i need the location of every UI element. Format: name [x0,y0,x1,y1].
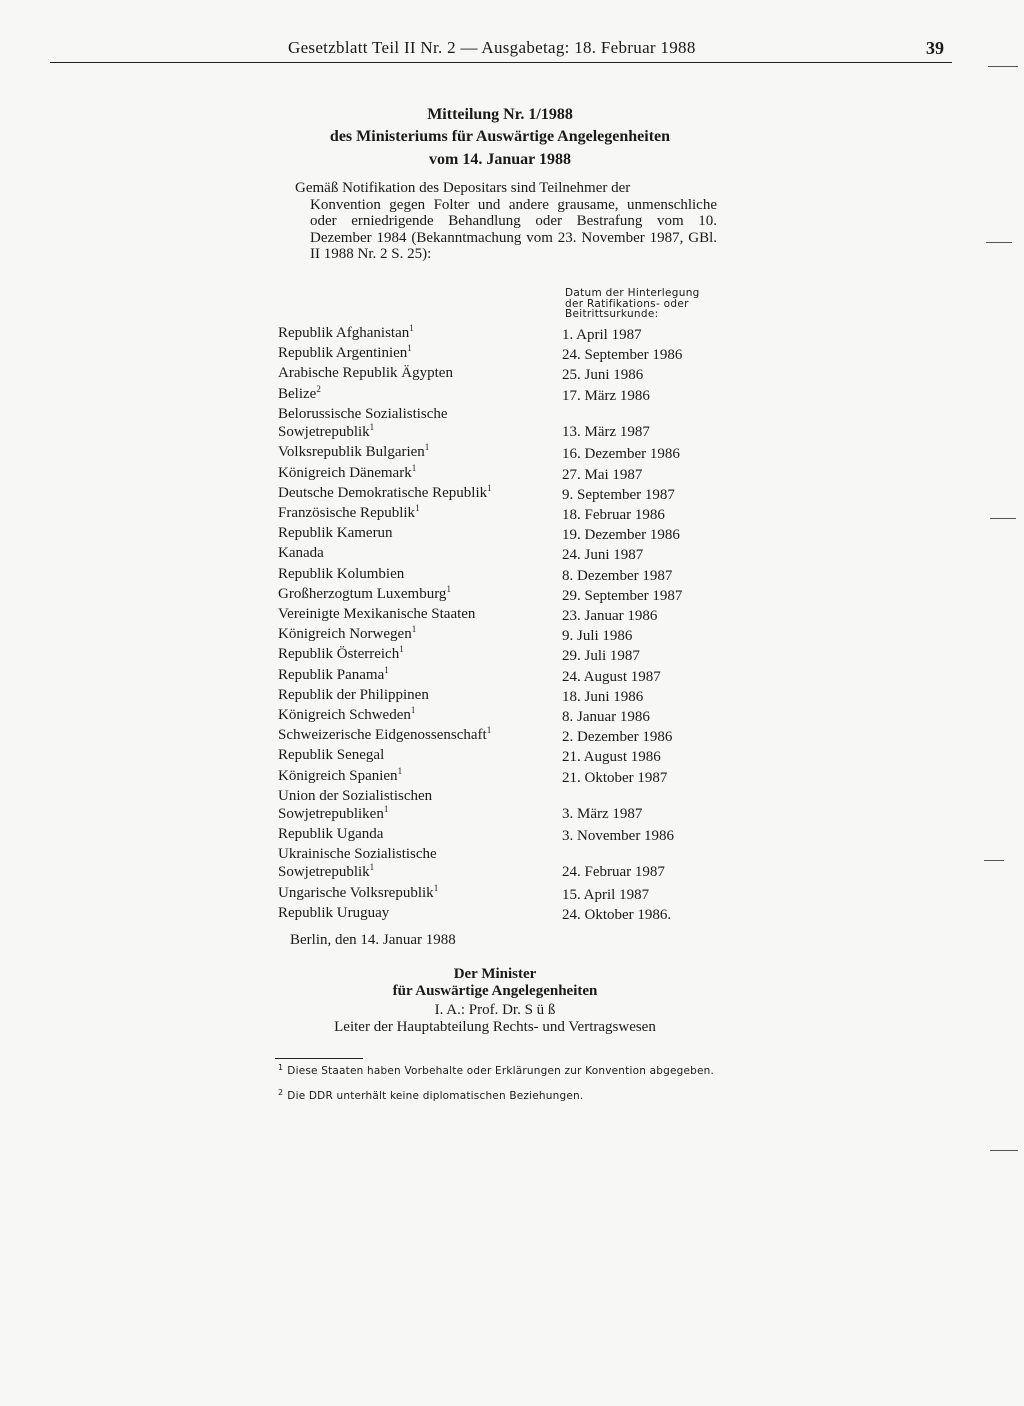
state-name-text: Belorussische Sozialistische [278,405,448,422]
state-name-text: Kanada [278,545,324,562]
deposit-date: 9. Juli 1986 [562,628,633,645]
state-name-text: Republik Uruguay [278,905,390,922]
state-name-text: Arabische Republik Ägypten [278,365,453,382]
state-name [278,385,321,403]
footnote-marker: 1 [486,725,492,736]
intro-first-line: Gemäß Notifikation des Depositars sind Teilnehmer der [295,180,631,196]
state-name-text-line2: Sowjetrepubliken [278,805,384,822]
footnote-marker: 1 [410,704,416,715]
date-column-header-line: Datum der Hinterlegung [565,287,700,299]
state-name-text: Ukrainische Sozialistische [278,846,437,863]
state-name-text: Königreich Dänemark [278,464,412,481]
state-name-text: Republik Argentinien [278,345,408,362]
state-name-text: Republik Uganda [278,826,384,843]
deposit-date: 9. September 1987 [562,486,675,503]
notice-date: vom 14. Januar 1988 [429,151,571,168]
deposit-date: 19. Dezember 1986 [562,527,680,544]
state-name-text: Großherzogtum Luxemburg [278,585,447,602]
deposit-date: 24. Oktober 1986. [562,907,672,924]
header-rule [50,62,952,63]
deposit-date: 23. Januar 1986 [562,607,658,624]
state-name [278,904,389,922]
intro-body: Konvention gegen Folter und andere grausame, unmenschliche oder erniedrigende Behandlung oder Bestrafung vom 10. Dezember 1984 (Bekanntmachung vom 23. November 1987, GBl. II 1988 Nr. 2 S. 25): [310,196,717,262]
deposit-date: 8. Januar 1986 [562,708,650,725]
state-name [278,726,491,744]
state-name [278,544,324,562]
deposit-date: 1. April 1987 [562,327,642,343]
deposit-date: 16. Dezember 1986 [562,446,680,463]
footnote-marker: 1 [407,343,412,354]
state-name-text: Königreich Schweden [278,706,411,723]
deposit-date: 3. November 1986 [562,828,675,845]
state-name [278,405,448,441]
footnote-marker: 1 [411,462,417,473]
gazette-header-title: Gesetzblatt Teil II Nr. 2 — Ausgabetag: 18. Februar 1988 [288,38,696,57]
state-name [278,787,432,823]
state-name [278,443,429,461]
state-name-text-line2: Sowjetrepublik [278,864,370,881]
scan-mark [990,518,1016,519]
page-number: 39 [926,38,944,58]
scan-mark [984,860,1004,861]
state-name-text: Vereinigte Mexikanische Staaten [278,605,476,622]
date-column-header-line: Beitrittsurkunde: [565,308,659,320]
state-name-text: Volksrepublik Bulgarien [278,444,425,461]
footnote-marker: 1 [433,882,439,893]
date-column-header [565,288,725,320]
deposit-date: 13. März 1987 [562,423,650,440]
state-name-text: Republik Afghanistan [278,325,410,341]
deposit-date: 24. Februar 1987 [562,864,665,881]
state-name [278,686,429,704]
deposit-date: 29. September 1987 [562,587,683,604]
signature-name: I. A.: Prof. Dr. S ü ß [434,1002,556,1018]
deposit-date: 18. Juni 1986 [562,688,644,705]
deposit-date: 25. Juni 1986 [562,367,644,384]
state-name [278,324,414,342]
scan-mark [986,242,1012,243]
footnote-marker: 1 [369,862,375,873]
state-name [278,746,384,764]
state-name-text-line2: Sowjetrepublik [278,423,370,440]
footnote-marker: 1 [409,323,414,333]
state-name-text: Republik Panama [278,666,385,683]
state-name [278,364,453,382]
state-name-text: Belize [278,385,317,402]
footnote-2 [278,1087,718,1103]
deposit-date: 21. Oktober 1987 [562,769,668,786]
deposit-date: 24. August 1987 [562,668,661,685]
state-name [278,625,416,643]
state-name [278,344,412,362]
state-name-text: Republik Senegal [278,747,385,764]
state-name [278,524,393,542]
footnote-marker: 1 [384,664,389,675]
footnote-marker: 2 [316,383,321,394]
state-name-text: Ungarische Volksrepublik [278,884,434,901]
signature-ministry: für Auswärtige Angelegenheiten [392,983,598,999]
deposit-date: 17. März 1986 [562,387,650,404]
state-name [278,565,404,583]
state-name [278,464,416,482]
deposit-date: 29. Juli 1987 [562,648,640,665]
state-name-text: Königreich Norwegen [278,626,412,643]
state-name-text: Französische Republik [278,504,416,521]
footnote-marker: 1 [415,502,420,513]
state-name [278,706,415,724]
state-name-text: Republik Kolumbien [278,565,405,582]
notice-title: Mitteilung Nr. 1/1988 [427,106,573,123]
state-name [278,845,437,881]
state-name [278,605,475,623]
signature-title: Leiter der Hauptabteilung Rechts- und Vertragswesen [334,1019,656,1035]
deposit-date: 15. April 1987 [562,886,650,903]
state-name-text: Republik Kamerun [278,525,393,542]
deposit-date: 21. August 1986 [562,749,661,766]
footnote-rule [275,1058,363,1059]
footnote-text: Die DDR unterhält keine diplomatischen Beziehungen. [287,1090,584,1102]
deposit-date: 24. Juni 1987 [562,547,644,564]
intro-paragraph [280,180,717,263]
page-header [50,36,950,62]
footnote-marker: 1 [446,583,451,594]
deposit-date: 2. Dezember 1986 [562,729,673,746]
deposit-date: 24. September 1986 [562,347,683,364]
footnote-marker: 1 [397,765,403,776]
footnote-text: Diese Staaten haben Vorbehalte oder Erklärungen zur Konvention abgegeben. [287,1065,715,1077]
state-name [278,767,402,785]
state-name-text: Deutsche Demokratische Republik [278,484,488,501]
footnote-number: 1 [278,1062,284,1072]
state-name [278,585,451,603]
state-name [278,666,389,684]
state-name [278,645,404,663]
signature-minister: Der Minister [453,966,537,982]
deposit-date: 18. Februar 1986 [562,506,665,523]
deposit-date: 8. Dezember 1987 [562,567,673,584]
state-name-text: Königreich Spanien [278,767,398,784]
deposit-date: 27. Mai 1987 [562,466,643,483]
footnote-marker: 1 [424,442,430,453]
footnote-marker: 1 [399,644,404,655]
state-name [278,825,383,843]
scan-mark [990,1150,1018,1151]
date-column-header-line: der Ratifikations- oder [565,297,689,310]
notice-issuer: des Ministeriums für Auswärtige Angelegenheiten [329,128,671,145]
state-name-text: Schweizerische Eidgenossenschaft [278,727,487,744]
scan-mark [988,66,1018,67]
deposit-date: 3. März 1987 [562,805,643,822]
footnote-marker: 1 [487,482,492,493]
footnote-number: 2 [278,1087,284,1097]
signoff-place-date: Berlin, den 14. Januar 1988 [290,932,456,948]
state-name-text: Republik Österreich [278,646,400,663]
footnote-marker: 1 [383,803,389,814]
state-name-text: Republik der Philippinen [278,686,429,703]
footnote-marker: 1 [411,624,417,635]
footnote-marker: 1 [369,421,375,432]
footnote-1 [278,1062,718,1078]
state-name-text: Union der Sozialistischen [278,787,433,804]
state-name [278,504,420,522]
state-name [278,484,492,502]
state-name [278,884,438,902]
